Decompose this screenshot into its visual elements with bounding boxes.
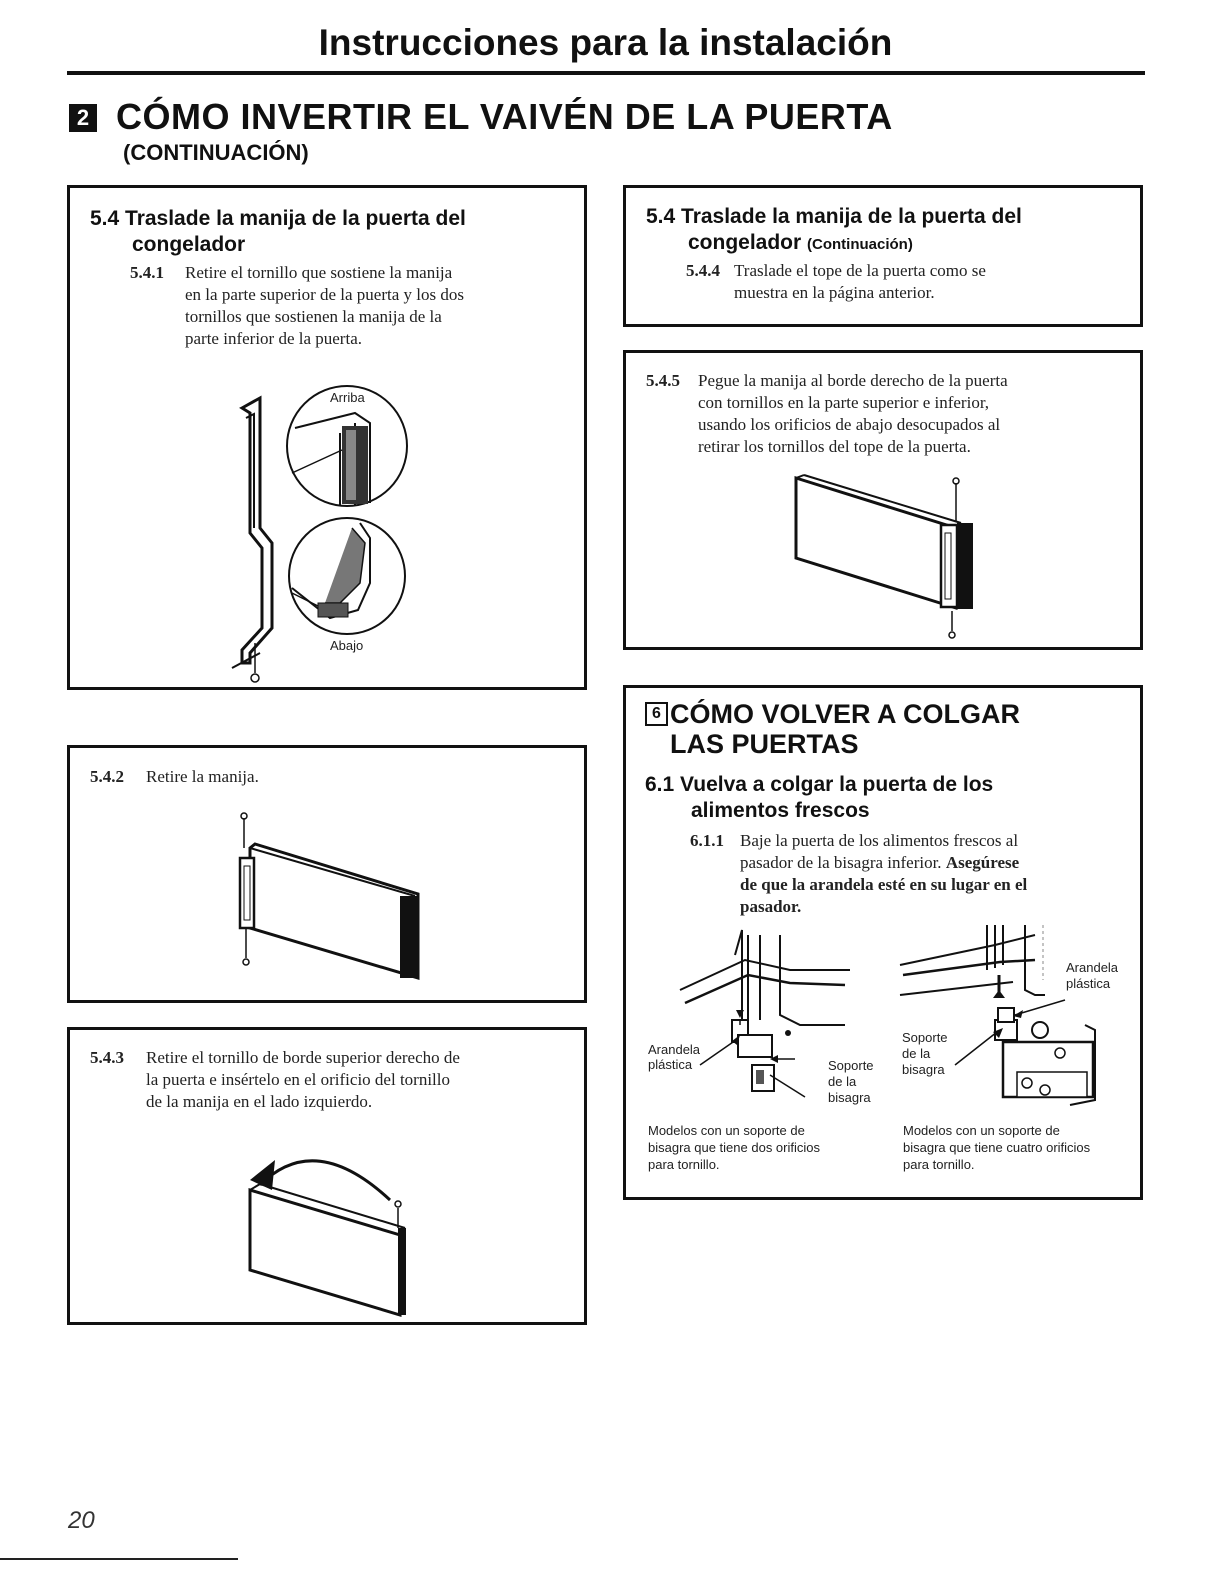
right-bracket-label-2: de la — [902, 1046, 931, 1061]
handle-removal-illustration — [220, 378, 440, 688]
page-number: 20 — [68, 1507, 95, 1534]
right-caption-2: bisagra que tiene cuatro orificios — [903, 1140, 1091, 1155]
step-544-text-2: muestra en la página anterior. — [734, 283, 935, 302]
step-541-title — [90, 206, 466, 258]
right-washer-label-2: plástica — [1066, 976, 1111, 991]
step-611-number: 6.1.1 — [690, 831, 724, 850]
step-544-text-1: Traslade el tope de la puerta como se — [734, 261, 986, 280]
step-544-title — [646, 204, 1022, 258]
step-542-text: Retire la manija. — [146, 767, 259, 786]
four-hole-hinge-illustration — [895, 920, 1130, 1120]
step-545-number: 5.4.5 — [646, 371, 680, 390]
handle-removed-door-illustration — [230, 808, 430, 988]
step-541-text-4: parte inferior de la puerta. — [185, 329, 362, 348]
step-541-title-line1: 5.4 Traslade la manija de la puerta del — [90, 207, 466, 230]
header-rule — [67, 71, 1145, 75]
section-6-title — [670, 699, 1020, 729]
screw-transfer-illustration — [240, 1140, 430, 1320]
section-number-badge: 2 — [69, 104, 97, 132]
step-544-title-suffix: (Continuación) — [807, 236, 913, 253]
left-caption-2: bisagra que tiene dos orificios — [648, 1140, 820, 1155]
step-544-number: 5.4.4 — [686, 261, 720, 280]
label-arriba: Arriba — [330, 390, 365, 405]
left-washer-label-2: plástica — [648, 1057, 693, 1072]
step-61-title-line2: alimentos frescos — [691, 799, 870, 822]
left-bracket-label-1: Soporte — [828, 1058, 874, 1073]
section-6-title-line2: LAS PUERTAS — [670, 729, 859, 759]
section-title: CÓMO INVERTIR EL VAIVÉN DE LA PUERTA — [116, 96, 893, 137]
step-542-number: 5.4.2 — [90, 767, 124, 786]
left-bracket-label-2: de la — [828, 1074, 857, 1089]
step-541-text-3: tornillos que sostienen la manija de la — [185, 307, 442, 326]
right-bracket-label-3: bisagra — [902, 1062, 945, 1077]
step-541-box — [67, 185, 587, 690]
step-545-text-2: con tornillos en la parte superior e inferior, — [698, 393, 990, 412]
step-543-number: 5.4.3 — [90, 1048, 124, 1067]
step-544-title-line1: 5.4 Traslade la manija de la puerta del — [646, 205, 1022, 228]
step-541-number: 5.4.1 — [130, 263, 164, 282]
page-header-title: Instrucciones para la instalación — [318, 22, 893, 63]
right-caption-1: Modelos con un soporte de — [903, 1123, 1060, 1138]
step-545-text-1: Pegue la manija al borde derecho de la puerta — [698, 371, 1008, 390]
footer-rule — [0, 1558, 238, 1560]
step-545-text-4: retirar los tornillos del tope de la puerta. — [698, 437, 971, 456]
step-542-box — [67, 745, 587, 1003]
label-abajo: Abajo — [330, 638, 364, 653]
step-611-text-1: Baje la puerta de los alimentos frescos al — [740, 831, 1019, 850]
right-bracket-label-1: Soporte — [902, 1030, 948, 1045]
step-61-title-line1: 6.1 Vuelva a colgar la puerta de los — [645, 773, 994, 796]
handle-attached-door-illustration — [786, 473, 986, 648]
step-611-bold-2: de que la arandela esté en su lugar en el — [740, 875, 1028, 894]
step-541-title-line2: congelador — [132, 233, 246, 256]
right-washer-label-1: Arandela — [1066, 960, 1119, 975]
section-6-title-line1: CÓMO VOLVER A COLGAR — [670, 699, 1020, 729]
step-543-box — [67, 1027, 587, 1325]
left-caption-3: para tornillo. — [648, 1157, 720, 1172]
step-544-box — [623, 185, 1143, 327]
step-541-text-2: en la parte superior de la puerta y los dos — [185, 285, 464, 304]
step-611-bold-3: pasador. — [740, 897, 802, 916]
step-544-title-line2: congelador — [688, 231, 802, 254]
step-543-text-3: de la manija en el lado izquierdo. — [146, 1092, 373, 1111]
left-bracket-label-3: bisagra — [828, 1090, 871, 1105]
step-543-text-2: la puerta e insértelo en el orificio del tornillo — [146, 1070, 450, 1089]
step-611-text-2: pasador de la bisagra inferior. — [740, 853, 942, 872]
section-subtitle: (CONTINUACIÓN) — [123, 140, 309, 165]
right-caption-3: para tornillo. — [903, 1157, 975, 1172]
step-611-bold-1: Asegúrese — [945, 853, 1020, 872]
step-541-text-1: Retire el tornillo que sostiene la manija — [185, 263, 453, 282]
left-caption-1: Modelos con un soporte de — [648, 1123, 805, 1138]
left-washer-label-1: Arandela — [648, 1042, 701, 1057]
step-545-box — [623, 350, 1143, 650]
step-61-title — [645, 772, 993, 824]
section-6-number-badge: 6 — [645, 702, 668, 726]
section-6-title-2 — [670, 729, 859, 759]
step-543-text-1: Retire el tornillo de borde superior derecho de — [146, 1048, 460, 1067]
step-545-text-3: usando los orificios de abajo desocupados al — [698, 415, 1001, 434]
